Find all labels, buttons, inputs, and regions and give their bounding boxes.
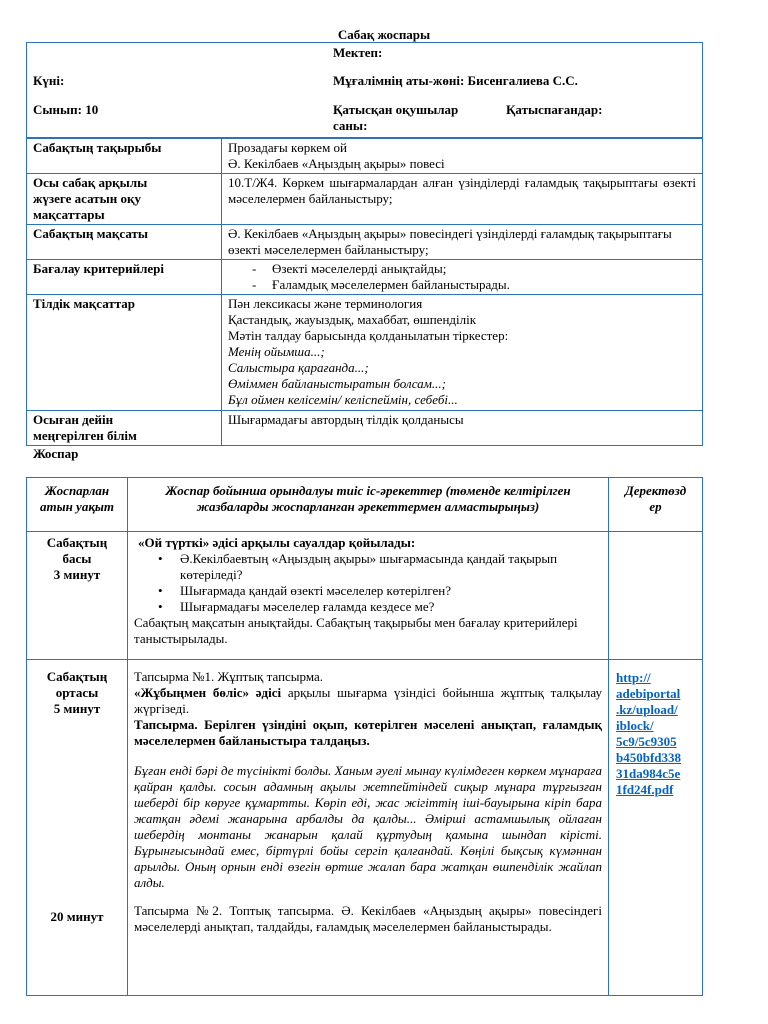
time-line: басы [62, 551, 92, 566]
phrase-line: Салыстыра қарағанда...; [228, 360, 369, 375]
link-line: adebiportal [616, 686, 681, 701]
criteria-label: Бағалау критерийлері [27, 260, 222, 295]
question-item: • Ә.Кекілбаевтың «Аңыздың ақыры» шығармасында қандай тақырып көтеріледі? [134, 551, 602, 583]
lesson-plan-table [26, 477, 703, 996]
question-item: • Шығармада қандай өзекті мәселелер көтерілген? [134, 583, 602, 599]
lesson-middle-time [27, 660, 128, 996]
lesson-middle-sources [609, 660, 703, 996]
phrase-line: Өміммен байланыстыратын болсам...; [228, 376, 447, 391]
excerpt-text: Бұған енді бәрі де түсінікті болды. Ханым әуелі мынау күлімдеген көркем мұнараға қайран қалды. сосын адамның ақылы жетпейтіндей сиқыр мұнара тұрғызған шеберді бір көруге құмартты. Көріп еді, жас жігіттің іші-бауырына кіріп бара жатқан әдемі жанарына арбалды да қалды... Әмірші астамшылық ойлаған шебердің монтаны жанарын қалай құртудың қамына шындап кірісті. Бұрынғысындай емес, біртүрлі бойы сергіп қалғандай. Көңілі бықсық күмәннан арылды. Оның орнын енді өзегін өртше жалап бара жатқан өшпенділік жайлап алды. [134, 763, 602, 890]
time-column-header [27, 478, 128, 532]
prior-knowledge-value: Шығармадағы автордың тілдік қолданысы [222, 411, 703, 446]
language-goals-value [222, 295, 703, 411]
teacher-name: Мұғалімнің аты-жөні: Бисенгалиева С.С. [333, 73, 578, 88]
link-line: b450bfd338 [616, 750, 682, 765]
present-students-label: Қатысқан оқушылар [333, 102, 459, 117]
link-line: 1fd24f.pdf [616, 782, 674, 797]
language-goals-label: Тілдік мақсаттар [27, 295, 222, 411]
school-label: Мектеп: [333, 45, 383, 60]
sources-header-line: ер [649, 499, 662, 514]
phrase-line: Бұл оймен келісемін/ келіспеймін, себебі... [228, 392, 458, 407]
task2-text: Тапсырма №2. Топтық тапсырма. Ә. Кекілбаев «Аңыздың ақыры» повесіндегі мәселелерді анықтап, талдайды, ғаламдық мәселелермен байланыстырады. [134, 903, 602, 934]
time-line: 3 минут [53, 567, 101, 582]
time-line: Сабақтың [46, 535, 108, 550]
question-item: • Шығармадағы мәселелер ғаламда кездесе ме? [134, 599, 602, 615]
link-line: .kz/upload/ [616, 702, 678, 717]
lesson-start-outro: Сабақтың мақсатын анықтайды. Сабақтың тақырыбы мен бағалау критерийлері таныстырылады. [134, 615, 578, 646]
link-line: iblock/ [616, 718, 654, 733]
criteria-list [222, 260, 703, 295]
source-link[interactable] [616, 670, 698, 798]
time-line: ортасы [55, 685, 99, 700]
present-students-count-label: саны: [333, 118, 368, 133]
document-title: Сабақ жоспары [337, 27, 431, 42]
time-line: Сабақтың [46, 669, 108, 684]
language-line: Пән лексикасы және терминология [228, 296, 423, 311]
lesson-aim-label: Сабақтың мақсаты [27, 225, 222, 260]
topic-label: Сабақтың тақырыбы [27, 138, 222, 174]
time-header-line: атын уақыт [39, 499, 115, 514]
link-line: 31da984c5e [616, 766, 681, 781]
topic-value [222, 138, 703, 174]
task-instruction: Тапсырма. Берілген үзіндіні оқып, көтерілген мәселені анықтап, ғаламдық мәселелермен байланыстыра талдаңыз. [134, 717, 602, 748]
plan-section-label: Жоспар [33, 446, 79, 461]
phrase-line: Менің ойымша...; [228, 344, 325, 359]
learning-goals-label-line: мақсаттары [33, 207, 105, 222]
lesson-start-time [27, 532, 128, 660]
topic-line-1: Прозадағы көркем ой [228, 140, 348, 155]
absent-students-label: Қатыспағандар: [506, 102, 603, 117]
lesson-start-actions [128, 532, 609, 660]
time-line: 5 минут [53, 701, 101, 716]
lesson-start-sources [609, 532, 703, 660]
lesson-info-table [26, 42, 703, 446]
method-description [134, 685, 602, 717]
group-task-time: 20 минут [50, 909, 104, 924]
link-line: 5c9/5c9305 [616, 734, 677, 749]
language-line: Мәтін талдау барысында қолданылатын тіркестер: [228, 328, 509, 343]
lesson-aim-value: Ә. Кекілбаев «Аңыздың ақыры» повесіндегі үзінділерді ғаламдық тақырыптағы өзекті мәселелермен байланыстыру; [222, 225, 703, 260]
sources-header-line: Деректөзд [624, 483, 687, 498]
learning-goals-label [27, 174, 222, 225]
criteria-item: - Өзекті мәселелерді анықтайды; [228, 261, 696, 277]
learning-goals-label-line: жүзеге асатын оқу [33, 191, 142, 206]
prior-knowledge-label-line: Осыған дейін [33, 412, 114, 427]
actions-column-header: Жоспар бойынша орындалуы тиіс іс-әрекеттер (төменде келтірілген жазбаларды жоспарланған әрекеттермен алмастырыңыз) [128, 478, 609, 532]
learning-goals-value: 10.Т/Ж4. Көркем шығармалардан алған үзінділерді ғаламдық тақырыптағы өзекті мәселелермен байланыстыру; [222, 174, 703, 225]
lesson-middle-actions [128, 660, 609, 996]
task1-title: Тапсырма №1. Жұптық тапсырма. [134, 669, 323, 684]
method-rest: арқылы шығарма үзіндісі бойынша жұптық талқылау жүргізеді. [134, 685, 603, 716]
header-cell [27, 43, 703, 139]
time-header-line: Жоспарлан [44, 483, 110, 498]
topic-line-2: Ә. Кекілбаев «Аңыздың ақыры» повесі [228, 156, 445, 171]
language-line: Қастандық, жауыздық, махаббат, өшпенділік [228, 312, 477, 327]
brainstorm-intro: «Ой түрткі» әдісі арқылы сауалдар қойылады: [138, 535, 416, 550]
learning-goals-label-line: Осы сабақ арқылы [33, 175, 148, 190]
method-name: «Жұбыңмен бөліс» әдісі [134, 685, 282, 700]
prior-knowledge-label [27, 411, 222, 446]
link-line: http:// [616, 670, 651, 685]
grade-label: Сынып: 10 [33, 102, 99, 117]
date-label: Күні: [33, 73, 65, 88]
sources-column-header [609, 478, 703, 532]
prior-knowledge-label-line: меңгерілген білім [33, 428, 137, 443]
criteria-item: - Ғаламдық мәселелермен байланыстырады. [228, 277, 696, 293]
